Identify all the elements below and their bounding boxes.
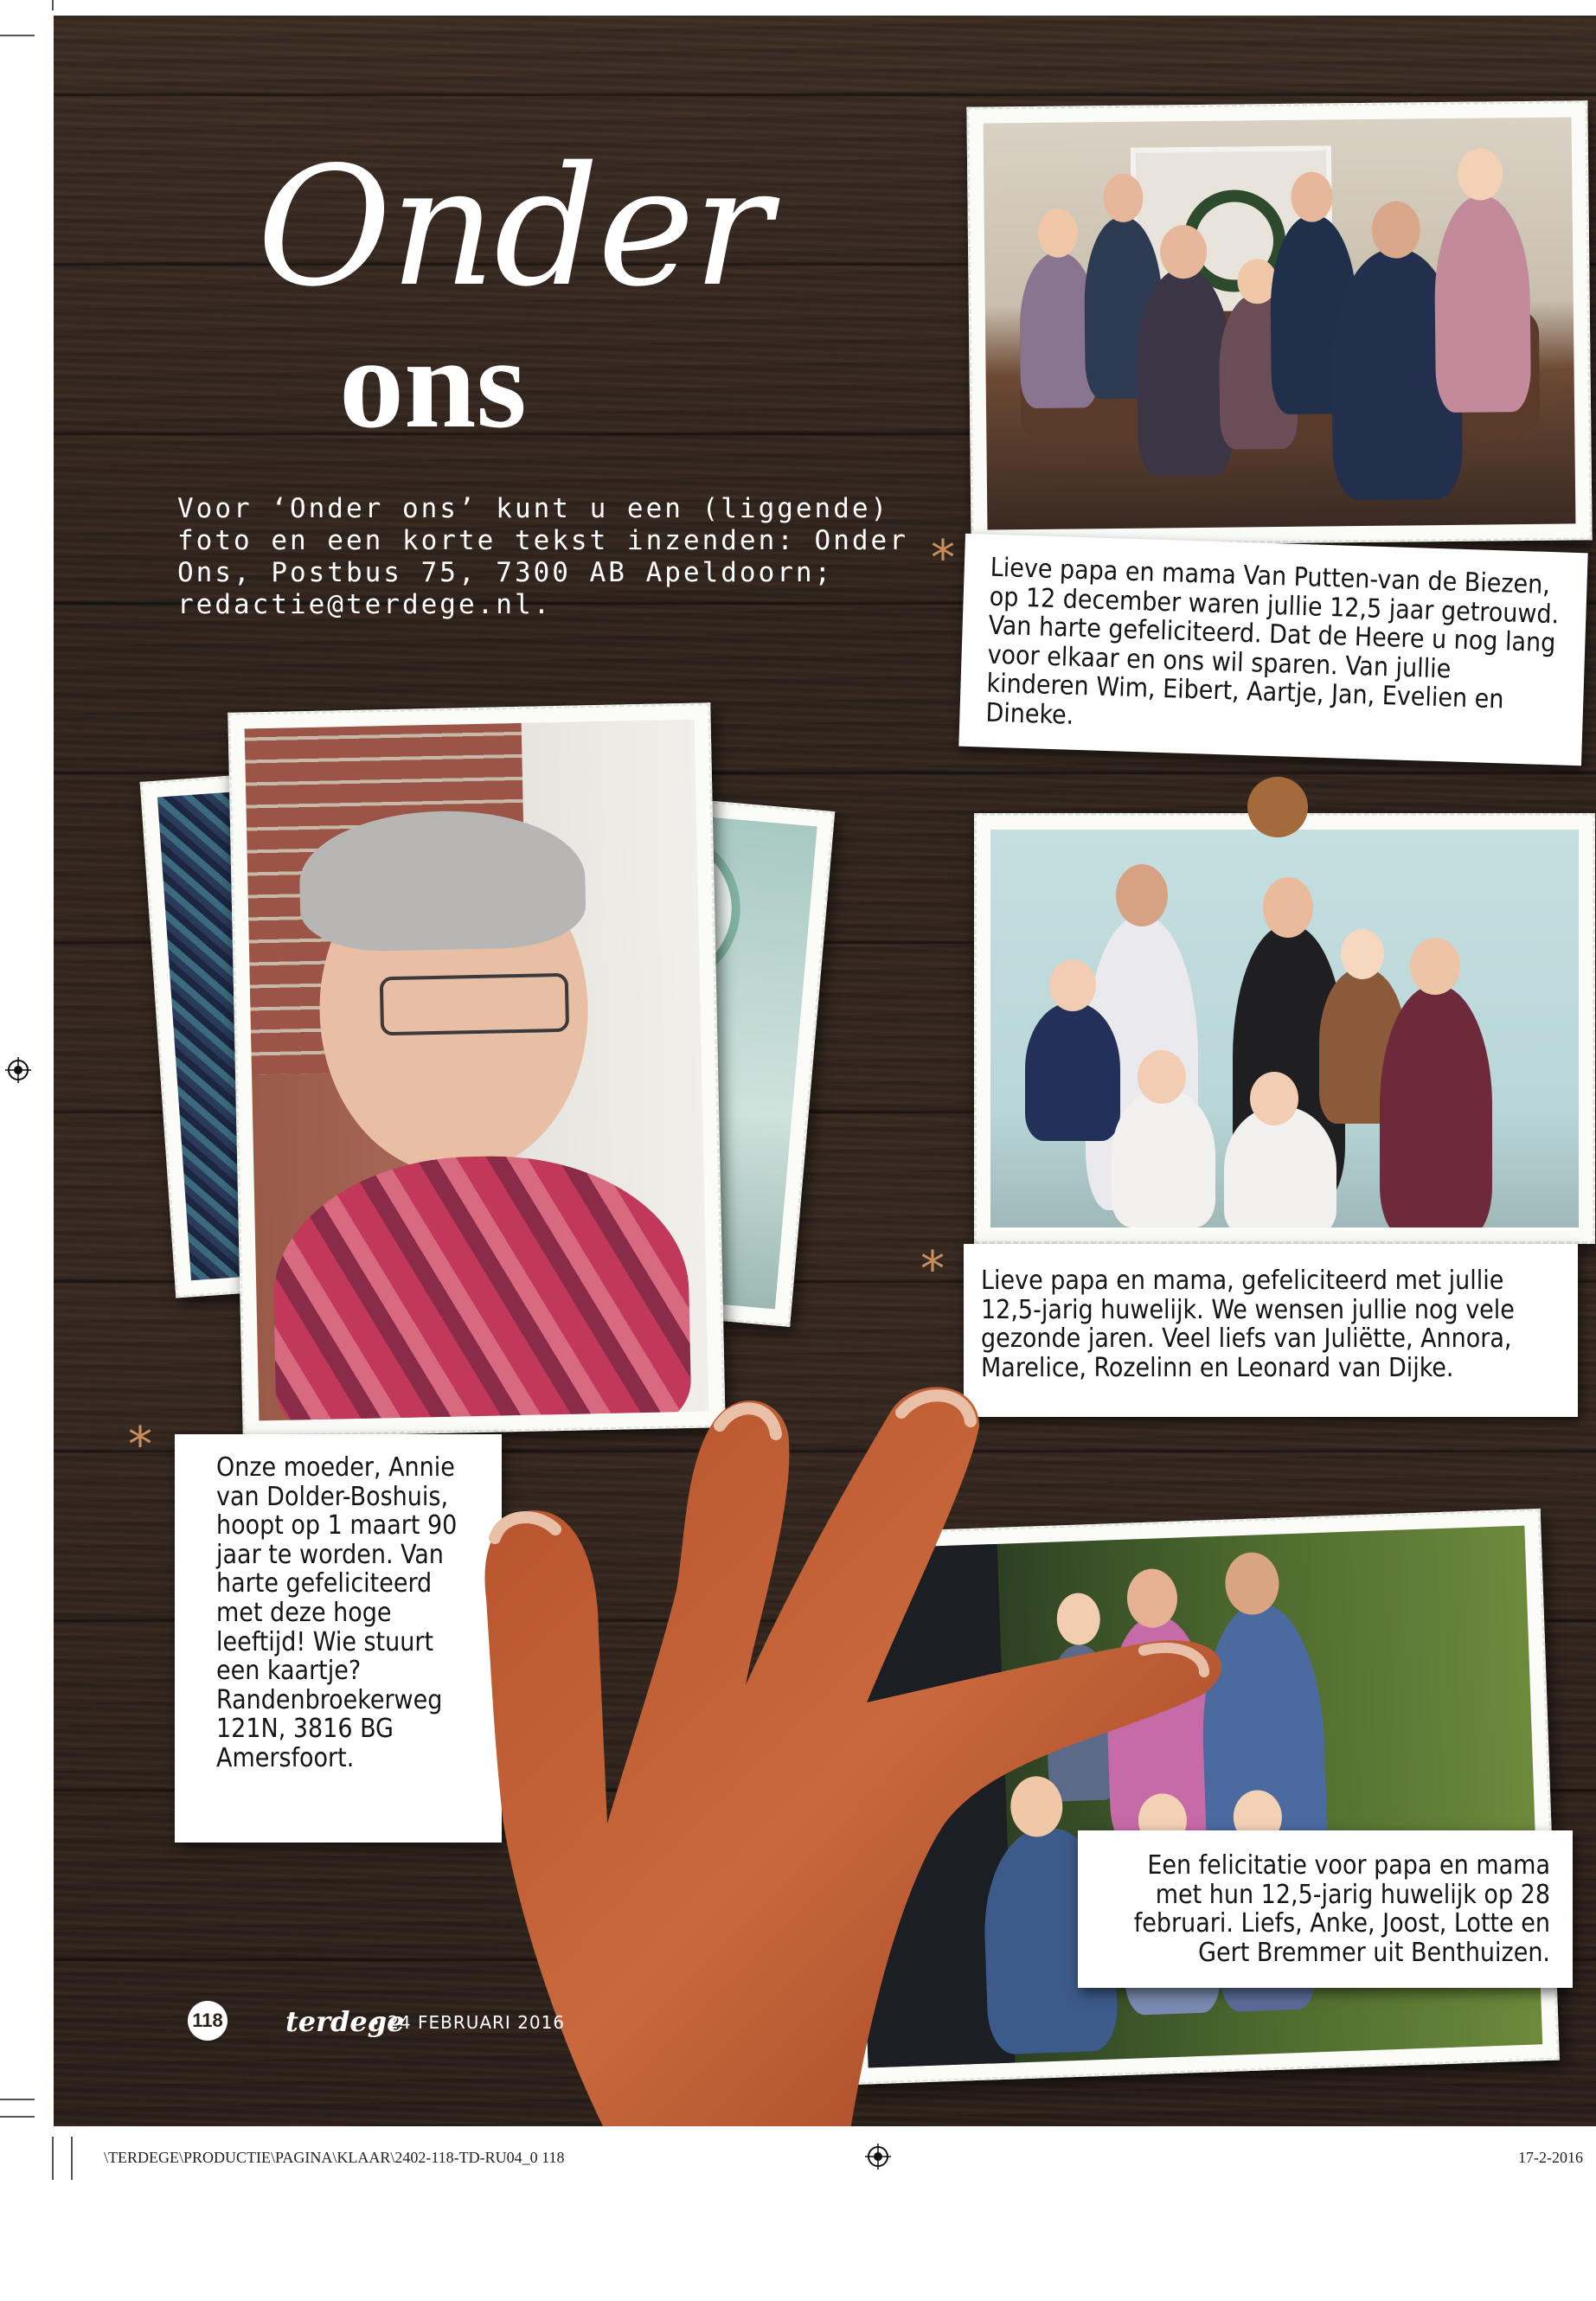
trim-mark-top-left (0, 35, 35, 36)
page-title-line1: Onder (257, 131, 771, 323)
slug-date: 17-2-2016 (1518, 2149, 1583, 2166)
star-icon: * (128, 1417, 152, 1473)
photo-van-dijke-image (990, 830, 1579, 1227)
trim-mark-bottom-left-2 (0, 2116, 35, 2118)
photo-grandmother-image (245, 720, 709, 1421)
photo-van-putten-image (984, 117, 1576, 529)
page-number: 118 (188, 2001, 228, 2041)
slug-path: \TERDEGE\PRODUCTIE\PAGINA\KLAAR\2402-118-TD-RU04_0 118 (104, 2149, 565, 2166)
magazine-page (54, 16, 1596, 2126)
trim-mark-top-left-vertical (52, 0, 54, 10)
intro-text: Voor ‘Onder ons’ kunt u een (liggende) foto en een korte tekst inzenden: Onder Ons, Postbus 75, 7300 AB Apeldoorn; redactie@terdege.nl. (177, 493, 908, 620)
page-title-line2: ons (339, 311, 527, 455)
trim-mark-bottom-vertical-2 (71, 2137, 73, 2180)
caption-van-dijke: Lieve papa en mama, gefeliciteerd met jullie 12,5-jarig huwelijk. We wensen jullie nog vele gezonde jaren. Veel liefs van Juliëtte, Annora, Marelice, Rozelinn en Leonard van Dijke. (964, 1244, 1578, 1417)
registration-mark-icon (5, 1057, 31, 1083)
registration-mark-icon (865, 2144, 891, 2170)
caption-bremmer: Een felicitatie voor papa en mama met hun 12,5-jarig huwelijk op 28 februari. Liefs, Anke, Joost, Lotte en Gert Bremmer uit Benthuizen. (1078, 1830, 1573, 1988)
photo-grandmother (228, 702, 725, 1438)
star-icon: * (931, 530, 955, 586)
decorative-sticker (1247, 777, 1308, 837)
photo-van-putten-family (966, 100, 1592, 546)
issue-date: • 24 FEBRUARI 2016 (370, 2012, 566, 2033)
glasses (380, 973, 569, 1036)
hand-shape (484, 1387, 1221, 2126)
photo-van-dijke-family (974, 813, 1595, 1244)
magazine-name: terdege (285, 2005, 405, 2038)
hand-illustration (460, 1374, 1325, 2126)
caption-van-dolder: Onze moeder, Annie van Dolder-Boshuis, hoopt op 1 maart 90 jaar te worden. Van harte gefeliciteerd met deze hoge leeftijd! Wie stuurt een kaartje? Randenbroekerweg 121N, 3816 BG Amersfoort. (175, 1434, 502, 1843)
trim-mark-bottom-vertical (52, 2137, 54, 2180)
trim-mark-bottom-left (0, 2099, 35, 2100)
caption-van-putten: Lieve papa en mama Van Putten-van de Biezen, op 12 december waren jullie 12,5 jaar getrouwd. Van harte gefeliciteerd. Dat de Heere u nog lang voor elkaar en ons wil sparen. Van jullie kinderen Wim, Eibert, Aartje, Jan, Evelien en Dineke. (958, 534, 1587, 766)
star-icon: * (920, 1241, 945, 1298)
